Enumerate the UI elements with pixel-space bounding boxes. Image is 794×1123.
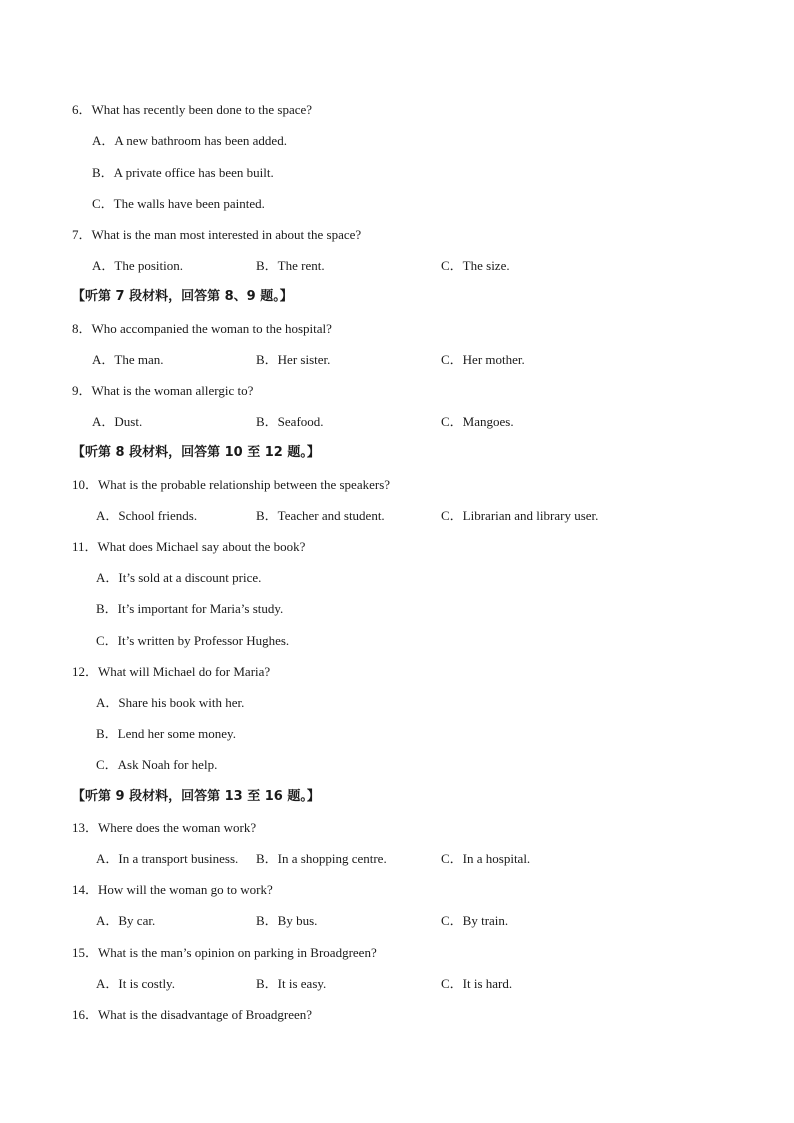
question-8-option-b: B．Her sister.: [256, 352, 331, 367]
question-7-options: [0, 257, 794, 275]
question-12-option-a: A．Share his book with her.: [96, 695, 245, 710]
question-11: 11．What does Michael say about the book?: [72, 539, 306, 554]
question-10-option-b: B．Teacher and student.: [256, 508, 385, 523]
question-13-options: [0, 850, 794, 868]
question-13-option-b: B．In a shopping centre.: [256, 851, 387, 866]
question-16: 16．What is the disadvantage of Broadgreen?: [72, 1007, 313, 1022]
question-6: 6．What has recently been done to the space?: [72, 102, 313, 117]
question-12-option-c: C．Ask Noah for help.: [96, 757, 218, 772]
question-15-options: [0, 975, 794, 993]
question-9-option-b: B．Seafood.: [256, 414, 324, 429]
question-14-options: [0, 912, 794, 930]
question-11-option-c: C．It’s written by Professor Hughes.: [96, 633, 290, 648]
question-8-options: [0, 351, 794, 369]
question-10-options: [0, 507, 794, 525]
section-header-8: 【听第 8 段材料，回答第 10 至 12 题。】: [72, 445, 320, 460]
question-14-option-c: C．By train.: [441, 913, 509, 928]
question-9: 9．What is the woman allergic to?: [72, 383, 254, 398]
question-12-option-b: B．Lend her some money.: [96, 726, 236, 741]
question-13-option-c: C．In a hospital.: [441, 851, 531, 866]
question-14: 14．How will the woman go to work?: [72, 882, 273, 897]
question-15: 15．What is the man’s opinion on parking in Broadgreen?: [72, 945, 377, 960]
question-8-option-a: A．The man.: [92, 352, 164, 367]
question-11-option-a: A．It’s sold at a discount price.: [96, 570, 262, 585]
question-14-option-a: A．By car.: [96, 913, 156, 928]
question-7-option-c: C．The size.: [441, 258, 510, 273]
question-14-option-b: B．By bus.: [256, 913, 318, 928]
question-7-option-b: B．The rent.: [256, 258, 325, 273]
question-13: 13．Where does the woman work?: [72, 820, 257, 835]
question-7: 7．What is the man most interested in about the space?: [72, 227, 362, 242]
question-8-option-c: C．Her mother.: [441, 352, 525, 367]
question-10: 10．What is the probable relationship between the speakers?: [72, 477, 391, 492]
question-8: 8．Who accompanied the woman to the hospital?: [72, 321, 332, 336]
question-9-option-a: A．Dust.: [92, 414, 143, 429]
question-6-option-b: B．A private office has been built.: [92, 165, 274, 180]
question-10-option-c: C．Librarian and library user.: [441, 508, 599, 523]
question-6-option-a: A．A new bathroom has been added.: [92, 133, 287, 148]
section-header-9: 【听第 9 段材料，回答第 13 至 16 题。】: [72, 789, 320, 804]
question-10-option-a: A．School friends.: [96, 508, 198, 523]
question-7-option-a: A．The position.: [92, 258, 183, 273]
question-15-option-a: A．It is costly.: [96, 976, 175, 991]
question-15-option-c: C．It is hard.: [441, 976, 513, 991]
question-9-options: [0, 413, 794, 431]
question-12: 12．What will Michael do for Maria?: [72, 664, 271, 679]
question-13-option-a: A．In a transport business.: [96, 851, 239, 866]
question-9-option-c: C．Mangoes.: [441, 414, 514, 429]
section-header-7: 【听第 7 段材料，回答第 8、9 题。】: [72, 289, 293, 304]
question-6-option-c: C．The walls have been painted.: [92, 196, 265, 211]
question-15-option-b: B．It is easy.: [256, 976, 327, 991]
question-11-option-b: B．It’s important for Maria’s study.: [96, 601, 284, 616]
